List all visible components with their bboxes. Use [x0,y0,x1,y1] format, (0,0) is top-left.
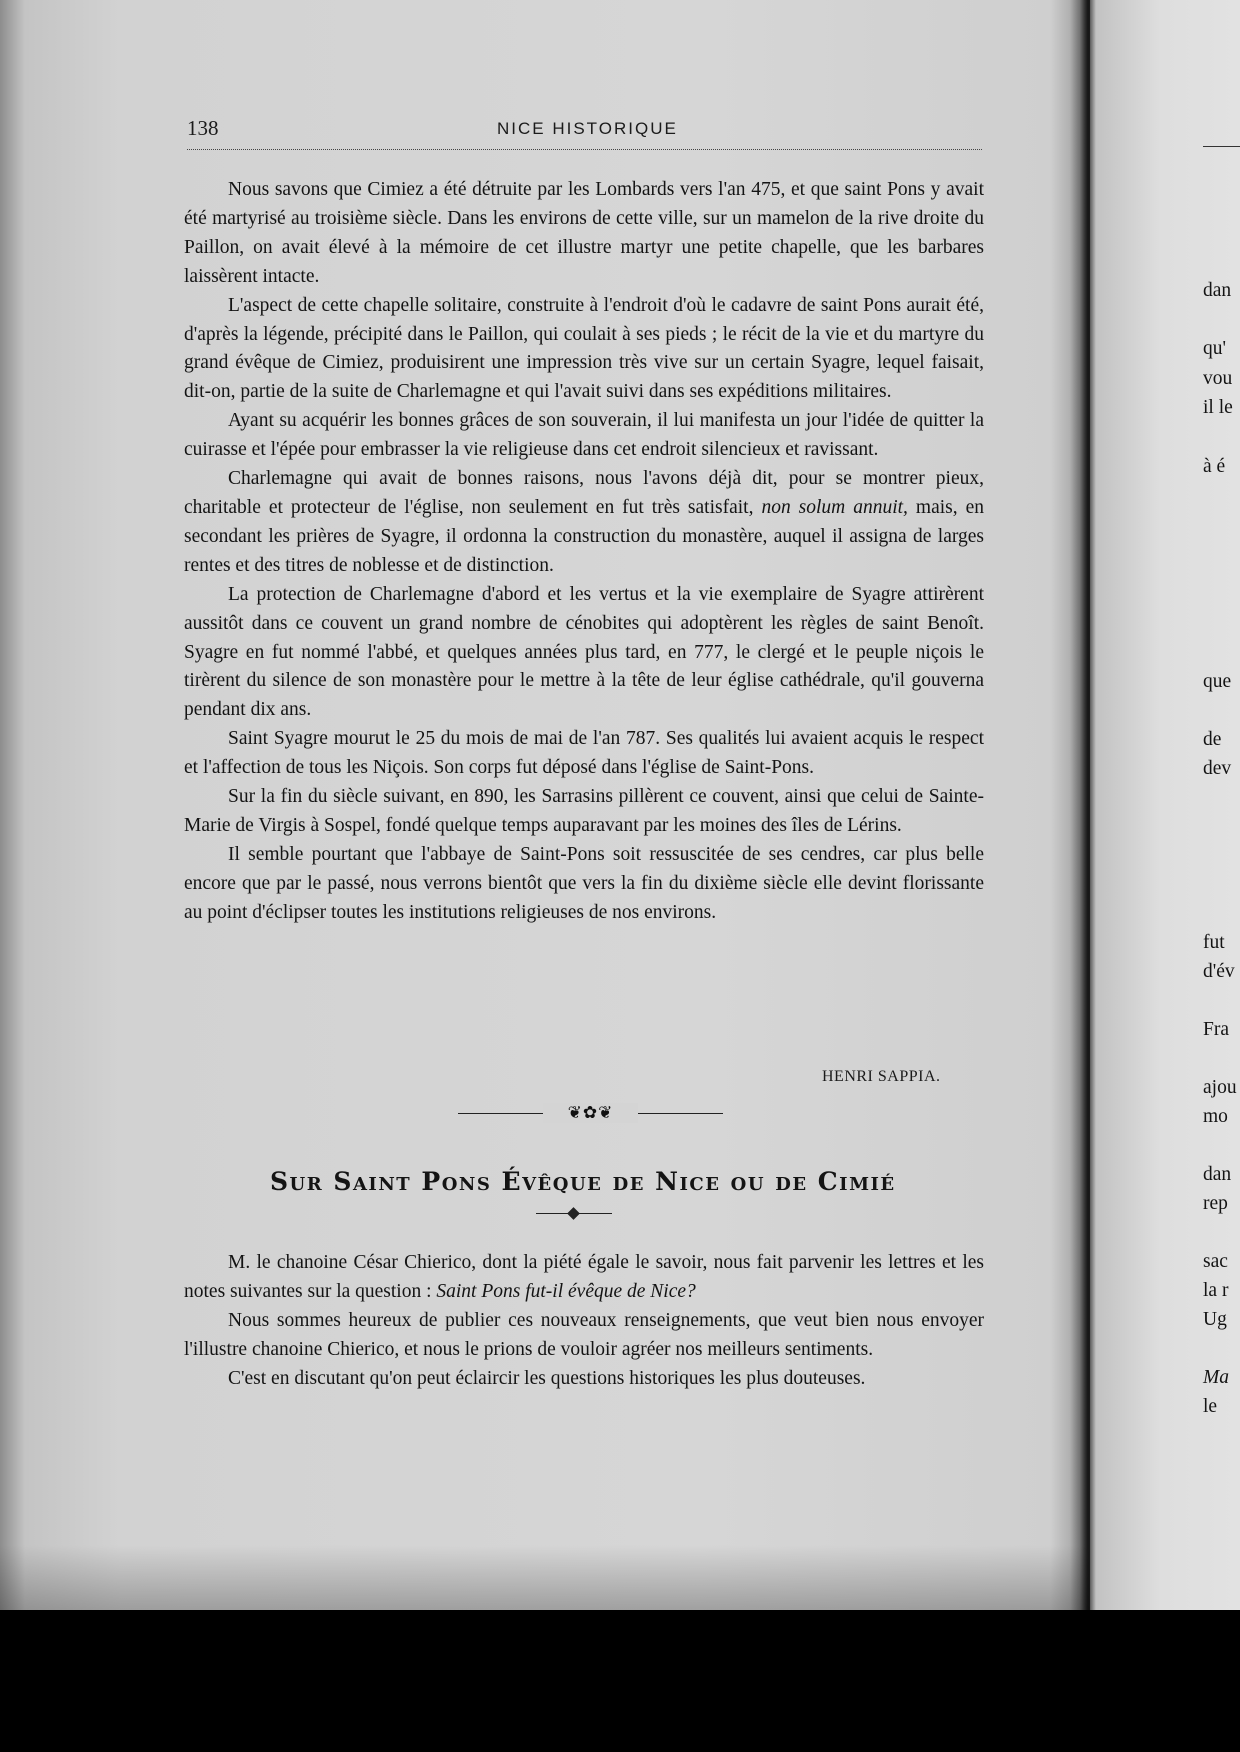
facing-page-fragment: dan [1203,280,1232,301]
facing-page-fragment: Ug [1203,1309,1227,1330]
facing-page-edge [1185,0,1240,1610]
paragraph: C'est en discutant qu'on peut éclaircir les questions historiques les plus douteuses. [228,1367,866,1389]
facing-page-fragment: mo [1203,1106,1228,1127]
facing-page-fragment: la r [1203,1280,1229,1301]
latin-phrase: non solum annuit, [761,496,908,518]
facing-page-fragment: ajou [1203,1077,1237,1098]
paragraph: Sur la fin du siècle suivant, en 890, les Sarrasins pillèrent ce couvent, ainsi que celui de Sainte-Marie de Virgis à Sospel, fondé quelque temps auparavant par les moines des îles de Lérins. [184,786,984,836]
page-header [187,116,982,142]
section-title: Sur Saint Pons Évêque de Nice ou de Cimié [270,1167,896,1196]
facing-page-fragment: que [1203,671,1232,692]
facing-page-fragment: de [1203,729,1222,750]
fleuron-divider [458,1103,723,1126]
paragraph [184,465,984,581]
paragraph: Saint Syagre mourut le 25 du mois de mai de l'an 787. Ses qualités lui avaient acquis le respect et l'affection de tous les Niçois. Son corps fut déposé dans l'église de Saint-Pons. [184,728,984,779]
book-gutter [1070,0,1090,1610]
paragraph-text: mais, en secondant les prières de Syagre, il ordonna la construction du monastère, auquel il assigna de larges rentes et des titres de noblesse et de distinction. [184,496,984,576]
facing-page-fragment: il le [1203,397,1233,418]
paragraph [184,1249,984,1307]
header-rule [187,149,982,150]
small-ornament-divider [536,1207,612,1219]
facing-page-fragment: dan [1203,1164,1232,1185]
article-body [184,176,984,928]
facing-page-fragment: dev [1203,758,1232,779]
paragraph: Il semble pourtant que l'abbaye de Saint-Pons soit ressuscitée de ses cendres, car plus belle encore que par le passé, nous verrons bientôt que vers la fin du dixième siècle elle devint florissante au point d'éclipser toutes les institutions religieuses de nos environs. [184,843,984,923]
paragraph: L'aspect de cette chapelle solitaire, construite à l'endroit d'où le cadavre de saint Pons aurait été, d'après la légende, précipité dans le Paillon, qui coulait à ses pieds ; le récit de la vie et du martyre du grand évêque de Cimiez, produisirent une impression très vive sur un certain Syagre, lequel faisait, dit-on, partie de la suite de Charlemagne et qui l'avait suivi dans ses expéditions militaires. [184,294,984,403]
question-phrase: Saint Pons fut-il évêque de Nice? [436,1280,696,1302]
facing-page-fragment: à é [1203,456,1226,477]
paragraph: La protection de Charlemagne d'abord et les vertus et la vie exemplaire de Syagre attirèrent aussitôt dans ce couvent un grand nombre de cénobites qui adoptèrent les règles de saint Benoît. Syagre en fut nommé l'abbé, et quelques années plus tard, en 777, le clergé et le peuple niçois le tirèrent du silence de son monastère pour le mettre à la tête de leur église cathédrale, qu'il gouverna pendant dix ans. [184,583,984,721]
page-number: 138 [187,116,219,140]
facing-page-fragment: sac [1203,1251,1228,1272]
facing-page-fragment: qu' [1203,338,1227,359]
diamond-ornament-icon [567,1207,580,1220]
paragraph-text: Charlemagne qui avait de bonnes raisons, nous l'avons déjà dit, pour se montrer pieux, charitable et protecteur de l'église, non seulement en fut très satisfait, [184,468,984,518]
facing-page-fragment: le [1203,1396,1218,1417]
running-title: NICE HISTORIQUE [497,119,678,138]
paragraph: Nous sommes heureux de publier ces nouveaux renseignements, que veut bien nous envoyer l'illustre chanoine Chierico, et nous le prions de vouloir agréer nos meilleurs sentiments. [184,1309,984,1360]
facing-page-fragment: vou [1203,368,1233,389]
page-bottom-shadow [0,1545,1090,1610]
facing-page-fragment: Ma [1203,1367,1229,1388]
author-signature: HENRI SAPPIA. [822,1068,941,1085]
paragraph-text: M. le chanoine César Chierico, dont la piété égale le savoir, nous fait parvenir les lettres et les notes suivantes sur la question : [184,1252,984,1302]
fleuron-ornament-icon: ❦✿❦ [543,1103,638,1123]
paragraph: Ayant su acquérir les bonnes grâces de son souverain, il lui manifesta un jour l'idée de quitter la cuirasse et l'épée pour embrasser la vie religieuse dans cet endroit silencieux et ravissant. [184,410,984,461]
section-body [184,1249,984,1394]
facing-page-fragment: fut [1203,932,1225,953]
facing-page-fragment: d'év [1203,961,1235,982]
facing-page-fragment: Fra [1203,1019,1229,1040]
paragraph: Nous savons que Cimiez a été détruite par les Lombards vers l'an 475, et que saint Pons y avait été martyrisé au troisième siècle. Dans les environs de cette ville, sur un mamelon de la rive droite du Paillon, on avait élevé à la mémoire de cet illustre martyr une petite chapelle, que les barbares laissèrent intacte. [184,179,984,287]
facing-page-fragment: rep [1203,1193,1228,1214]
